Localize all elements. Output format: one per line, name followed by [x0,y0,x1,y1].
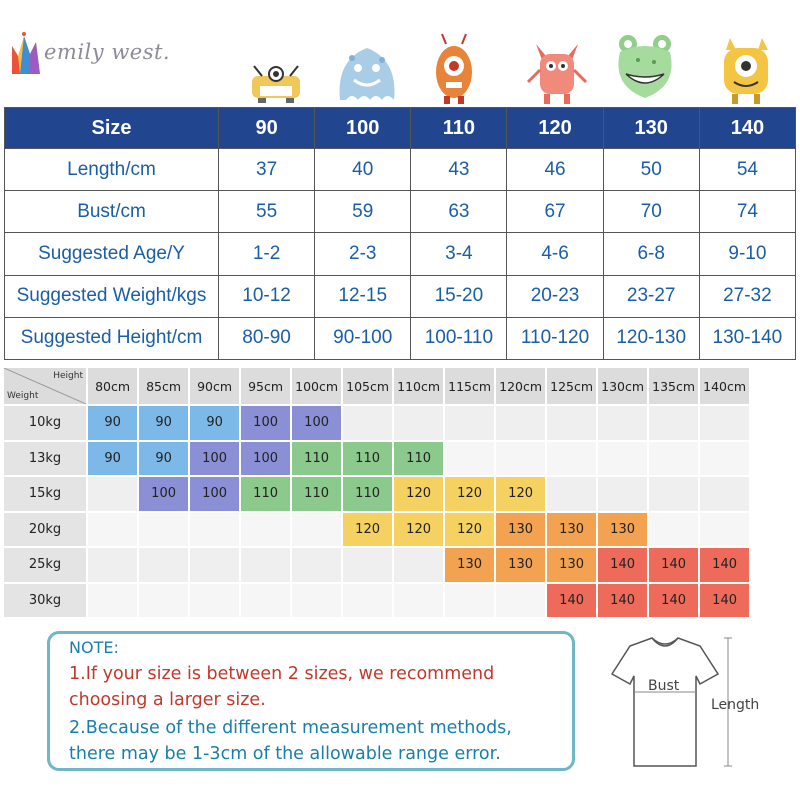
grid-column-header: 85cm [139,368,188,404]
brand-logo [8,28,171,88]
grid-column-header: 95cm [241,368,290,404]
grid-cell [292,548,341,582]
grid-row-header: 13kg [4,442,86,476]
size-header-cell: 100 [315,108,411,149]
grid-cell: 140 [700,548,749,582]
grid-cell: 130 [496,513,545,547]
tshirt-icon [600,634,790,774]
grid-cell [496,406,545,440]
size-table-row [5,191,796,233]
size-cell: 54 [699,149,795,191]
grid-cell: 140 [598,548,647,582]
note-box [47,631,575,771]
monster-green-icon [610,30,680,108]
grid-cell [343,548,392,582]
castle-logo-icon [8,28,44,78]
size-cell: 37 [219,149,315,191]
grid-cell [700,513,749,547]
size-header-cell: 90 [219,108,315,149]
grid-cell [190,584,239,618]
size-cell: 3-4 [411,233,507,275]
grid-cell [649,406,698,440]
grid-column-header: 125cm [547,368,596,404]
grid-cell [496,442,545,476]
grid-column-header: 115cm [445,368,494,404]
grid-cell [139,584,188,618]
grid-cell [700,477,749,511]
monster-orange-icon [420,30,490,108]
size-row-label: Suggested Height/cm [5,317,219,359]
size-cell: 9-10 [699,233,795,275]
grid-cell [394,548,443,582]
grid-cell [649,477,698,511]
grid-cell: 130 [598,513,647,547]
grid-cell: 100 [241,406,290,440]
note-line: 1.If your size is between 2 sizes, we recommend [69,664,495,684]
grid-corner [4,368,86,404]
size-row-label: Suggested Weight/kgs [5,275,219,317]
grid-cell: 130 [547,548,596,582]
grid-cell: 100 [241,442,290,476]
grid-column-header: 135cm [649,368,698,404]
size-header-cell: 120 [507,108,603,149]
size-cell: 74 [699,191,795,233]
size-grid [4,368,750,620]
size-row-label: Suggested Age/Y [5,233,219,275]
grid-cell: 100 [139,477,188,511]
header [0,0,800,110]
grid-cell [394,406,443,440]
grid-row-header: 20kg [4,513,86,547]
grid-cell: 130 [496,548,545,582]
size-cell: 43 [411,149,507,191]
grid-cell: 140 [649,584,698,618]
grid-cell [88,548,137,582]
size-cell: 40 [315,149,411,191]
size-table-header [5,108,796,149]
size-cell: 46 [507,149,603,191]
grid-cell [445,442,494,476]
grid-cell [547,442,596,476]
grid-cell [598,406,647,440]
size-table [4,107,796,360]
note-line: there may be 1-3cm of the allowable range error. [69,744,501,764]
grid-cell: 90 [139,442,188,476]
grid-row-header: 10kg [4,406,86,440]
grid-cell: 130 [445,548,494,582]
corner-height-label: Height [53,371,83,381]
monster-cyclops-icon [712,30,782,108]
grid-column-header: 105cm [343,368,392,404]
grid-cell: 110 [292,442,341,476]
size-header-cell: 140 [699,108,795,149]
size-cell: 120-130 [603,317,699,359]
grid-cell [445,584,494,618]
grid-cell [190,548,239,582]
size-table-row [5,149,796,191]
size-cell: 50 [603,149,699,191]
size-header-cell: Size [5,108,219,149]
size-cell: 100-110 [411,317,507,359]
grid-cell: 140 [547,584,596,618]
monster-yellow-icon [244,30,314,108]
size-cell: 63 [411,191,507,233]
grid-cell [700,406,749,440]
grid-cell: 120 [343,513,392,547]
size-cell: 110-120 [507,317,603,359]
grid-cell: 120 [445,477,494,511]
size-header-cell: 130 [603,108,699,149]
grid-cell [394,584,443,618]
corner-weight-label: Weight [7,391,39,401]
grid-cell: 140 [598,584,647,618]
size-cell: 27-32 [699,275,795,317]
grid-cell [649,442,698,476]
grid-cell: 90 [190,406,239,440]
size-cell: 4-6 [507,233,603,275]
size-cell: 130-140 [699,317,795,359]
grid-row-header: 25kg [4,548,86,582]
grid-cell [445,406,494,440]
grid-cell: 120 [496,477,545,511]
grid-cell [139,513,188,547]
note-line: choosing a larger size. [69,690,266,710]
grid-cell [496,584,545,618]
grid-cell: 130 [547,513,596,547]
grid-cell [139,548,188,582]
grid-cell: 140 [700,584,749,618]
size-cell: 80-90 [219,317,315,359]
grid-cell: 120 [445,513,494,547]
size-row-label: Bust/cm [5,191,219,233]
note-line: 2.Because of the different measurement methods, [69,718,512,738]
grid-row-header: 30kg [4,584,86,618]
grid-cell [241,513,290,547]
size-row-label: Length/cm [5,149,219,191]
size-table-row [5,275,796,317]
grid-cell [598,477,647,511]
brand-name: emily west. [44,40,171,64]
grid-cell: 140 [649,548,698,582]
grid-cell: 110 [343,477,392,511]
size-cell: 15-20 [411,275,507,317]
grid-column-header: 140cm [700,368,749,404]
size-cell: 59 [315,191,411,233]
size-cell: 70 [603,191,699,233]
grid-cell [190,513,239,547]
size-table-row [5,317,796,359]
grid-column-header: 80cm [88,368,137,404]
grid-cell [700,442,749,476]
note-title: NOTE: [69,638,119,657]
grid-cell: 110 [343,442,392,476]
grid-column-header: 100cm [292,368,341,404]
monster-pink-icon [522,30,592,108]
size-table-row [5,233,796,275]
grid-cell [88,513,137,547]
grid-cell [88,584,137,618]
size-cell: 90-100 [315,317,411,359]
size-cell: 55 [219,191,315,233]
size-cell: 2-3 [315,233,411,275]
size-cell: 67 [507,191,603,233]
grid-cell: 110 [241,477,290,511]
grid-cell [88,477,137,511]
size-header-cell: 110 [411,108,507,149]
grid-column-header: 130cm [598,368,647,404]
grid-cell: 120 [394,513,443,547]
grid-cell: 110 [292,477,341,511]
grid-cell: 90 [139,406,188,440]
grid-cell [547,477,596,511]
grid-row-header: 15kg [4,477,86,511]
grid-cell [292,513,341,547]
size-cell: 12-15 [315,275,411,317]
grid-cell [292,584,341,618]
bust-label: Bust [648,678,680,694]
grid-cell: 100 [190,442,239,476]
grid-column-header: 90cm [190,368,239,404]
grid-cell [343,406,392,440]
grid-column-header: 120cm [496,368,545,404]
grid-cell: 100 [190,477,239,511]
grid-column-header: 110cm [394,368,443,404]
grid-cell [649,513,698,547]
size-cell: 20-23 [507,275,603,317]
grid-cell: 100 [292,406,341,440]
monster-blue-icon [332,30,402,108]
grid-cell [241,548,290,582]
grid-cell: 90 [88,406,137,440]
size-cell: 23-27 [603,275,699,317]
grid-cell: 90 [88,442,137,476]
size-cell: 1-2 [219,233,315,275]
grid-cell: 120 [394,477,443,511]
grid-cell [598,442,647,476]
length-label: Length [711,697,760,713]
grid-cell [241,584,290,618]
grid-cell: 110 [394,442,443,476]
size-cell: 6-8 [603,233,699,275]
shirt-diagram [600,634,790,774]
grid-cell [343,584,392,618]
grid-cell [547,406,596,440]
size-cell: 10-12 [219,275,315,317]
